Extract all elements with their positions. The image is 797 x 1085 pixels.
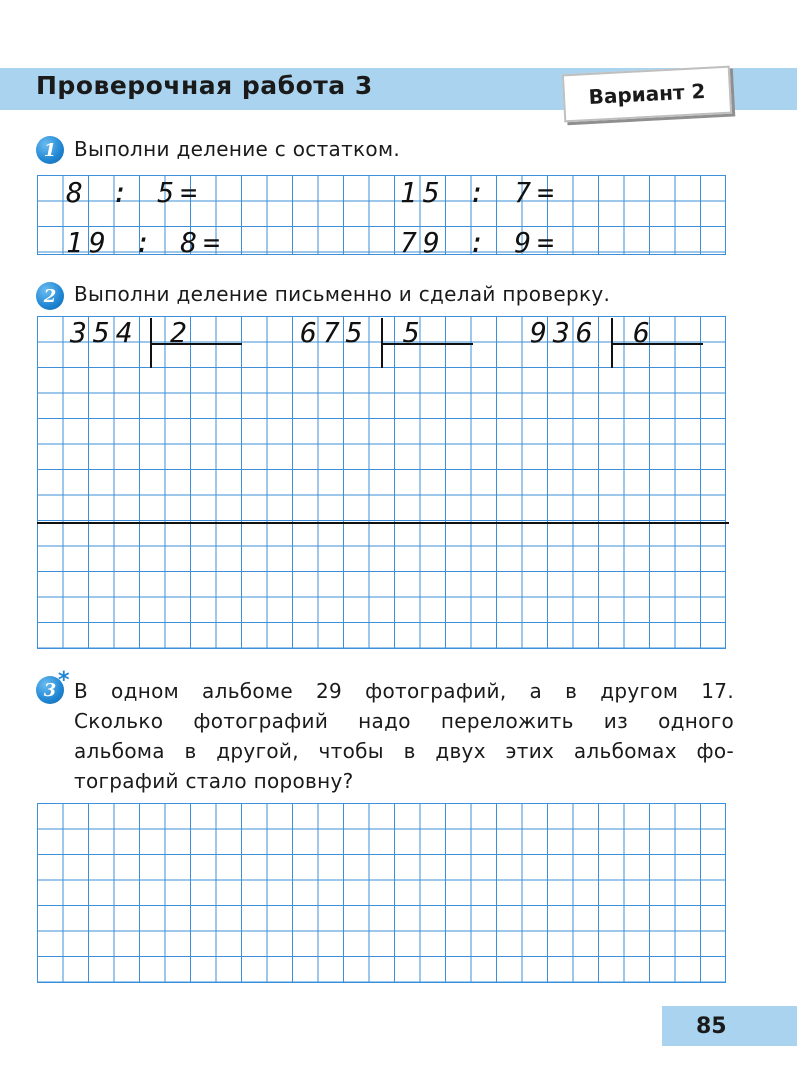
division-3-horizontal-bar	[611, 343, 703, 345]
task3-line-3: альбома в другой, чтобы в двух этих альбомах фо-	[74, 739, 734, 763]
variant-label-box	[562, 66, 732, 123]
division-1-dividend: 354	[70, 316, 139, 349]
task1-example-3: 19 : 8=	[66, 226, 227, 259]
division-2-horizontal-bar	[381, 343, 473, 345]
division-1-horizontal-bar	[150, 343, 242, 345]
task3-line-2: Сколько фотографий надо переложить из одного	[74, 709, 734, 733]
page-number-box	[662, 1006, 797, 1046]
task1-example-1: 8 : 5=	[66, 176, 204, 209]
division-2-dividend: 675	[300, 316, 369, 349]
section-separator-line	[37, 522, 729, 524]
task2-text: Выполни деление письменно и сделай проверку.	[74, 282, 611, 306]
division-1-divisor: 2	[170, 316, 193, 349]
division-3-dividend: 936	[530, 316, 599, 349]
task-number-badge-2: 2	[36, 282, 64, 310]
division-3-divisor: 6	[633, 316, 656, 349]
task-number-badge-1: 1	[36, 136, 64, 164]
task1-example-2: 15 : 7=	[400, 176, 561, 209]
task3-text	[74, 676, 734, 796]
task3-line-4: тографий стало поровну?	[74, 769, 354, 793]
task1-example-4: 79 : 9=	[400, 226, 561, 259]
task3-line-1: В одном альбоме 29 фотографий, а в другом 17.	[74, 679, 734, 703]
task3-grid[interactable]	[37, 803, 726, 983]
variant-label: Вариант 2	[588, 78, 706, 110]
page-title: Проверочная работа 3	[36, 71, 373, 100]
division-2-divisor: 5	[403, 316, 426, 349]
task-number-badge-3: 3	[36, 676, 64, 704]
task1-text: Выполни деление с остатком.	[74, 137, 401, 161]
page-number: 85	[696, 1013, 727, 1039]
star-icon: *	[58, 668, 70, 693]
